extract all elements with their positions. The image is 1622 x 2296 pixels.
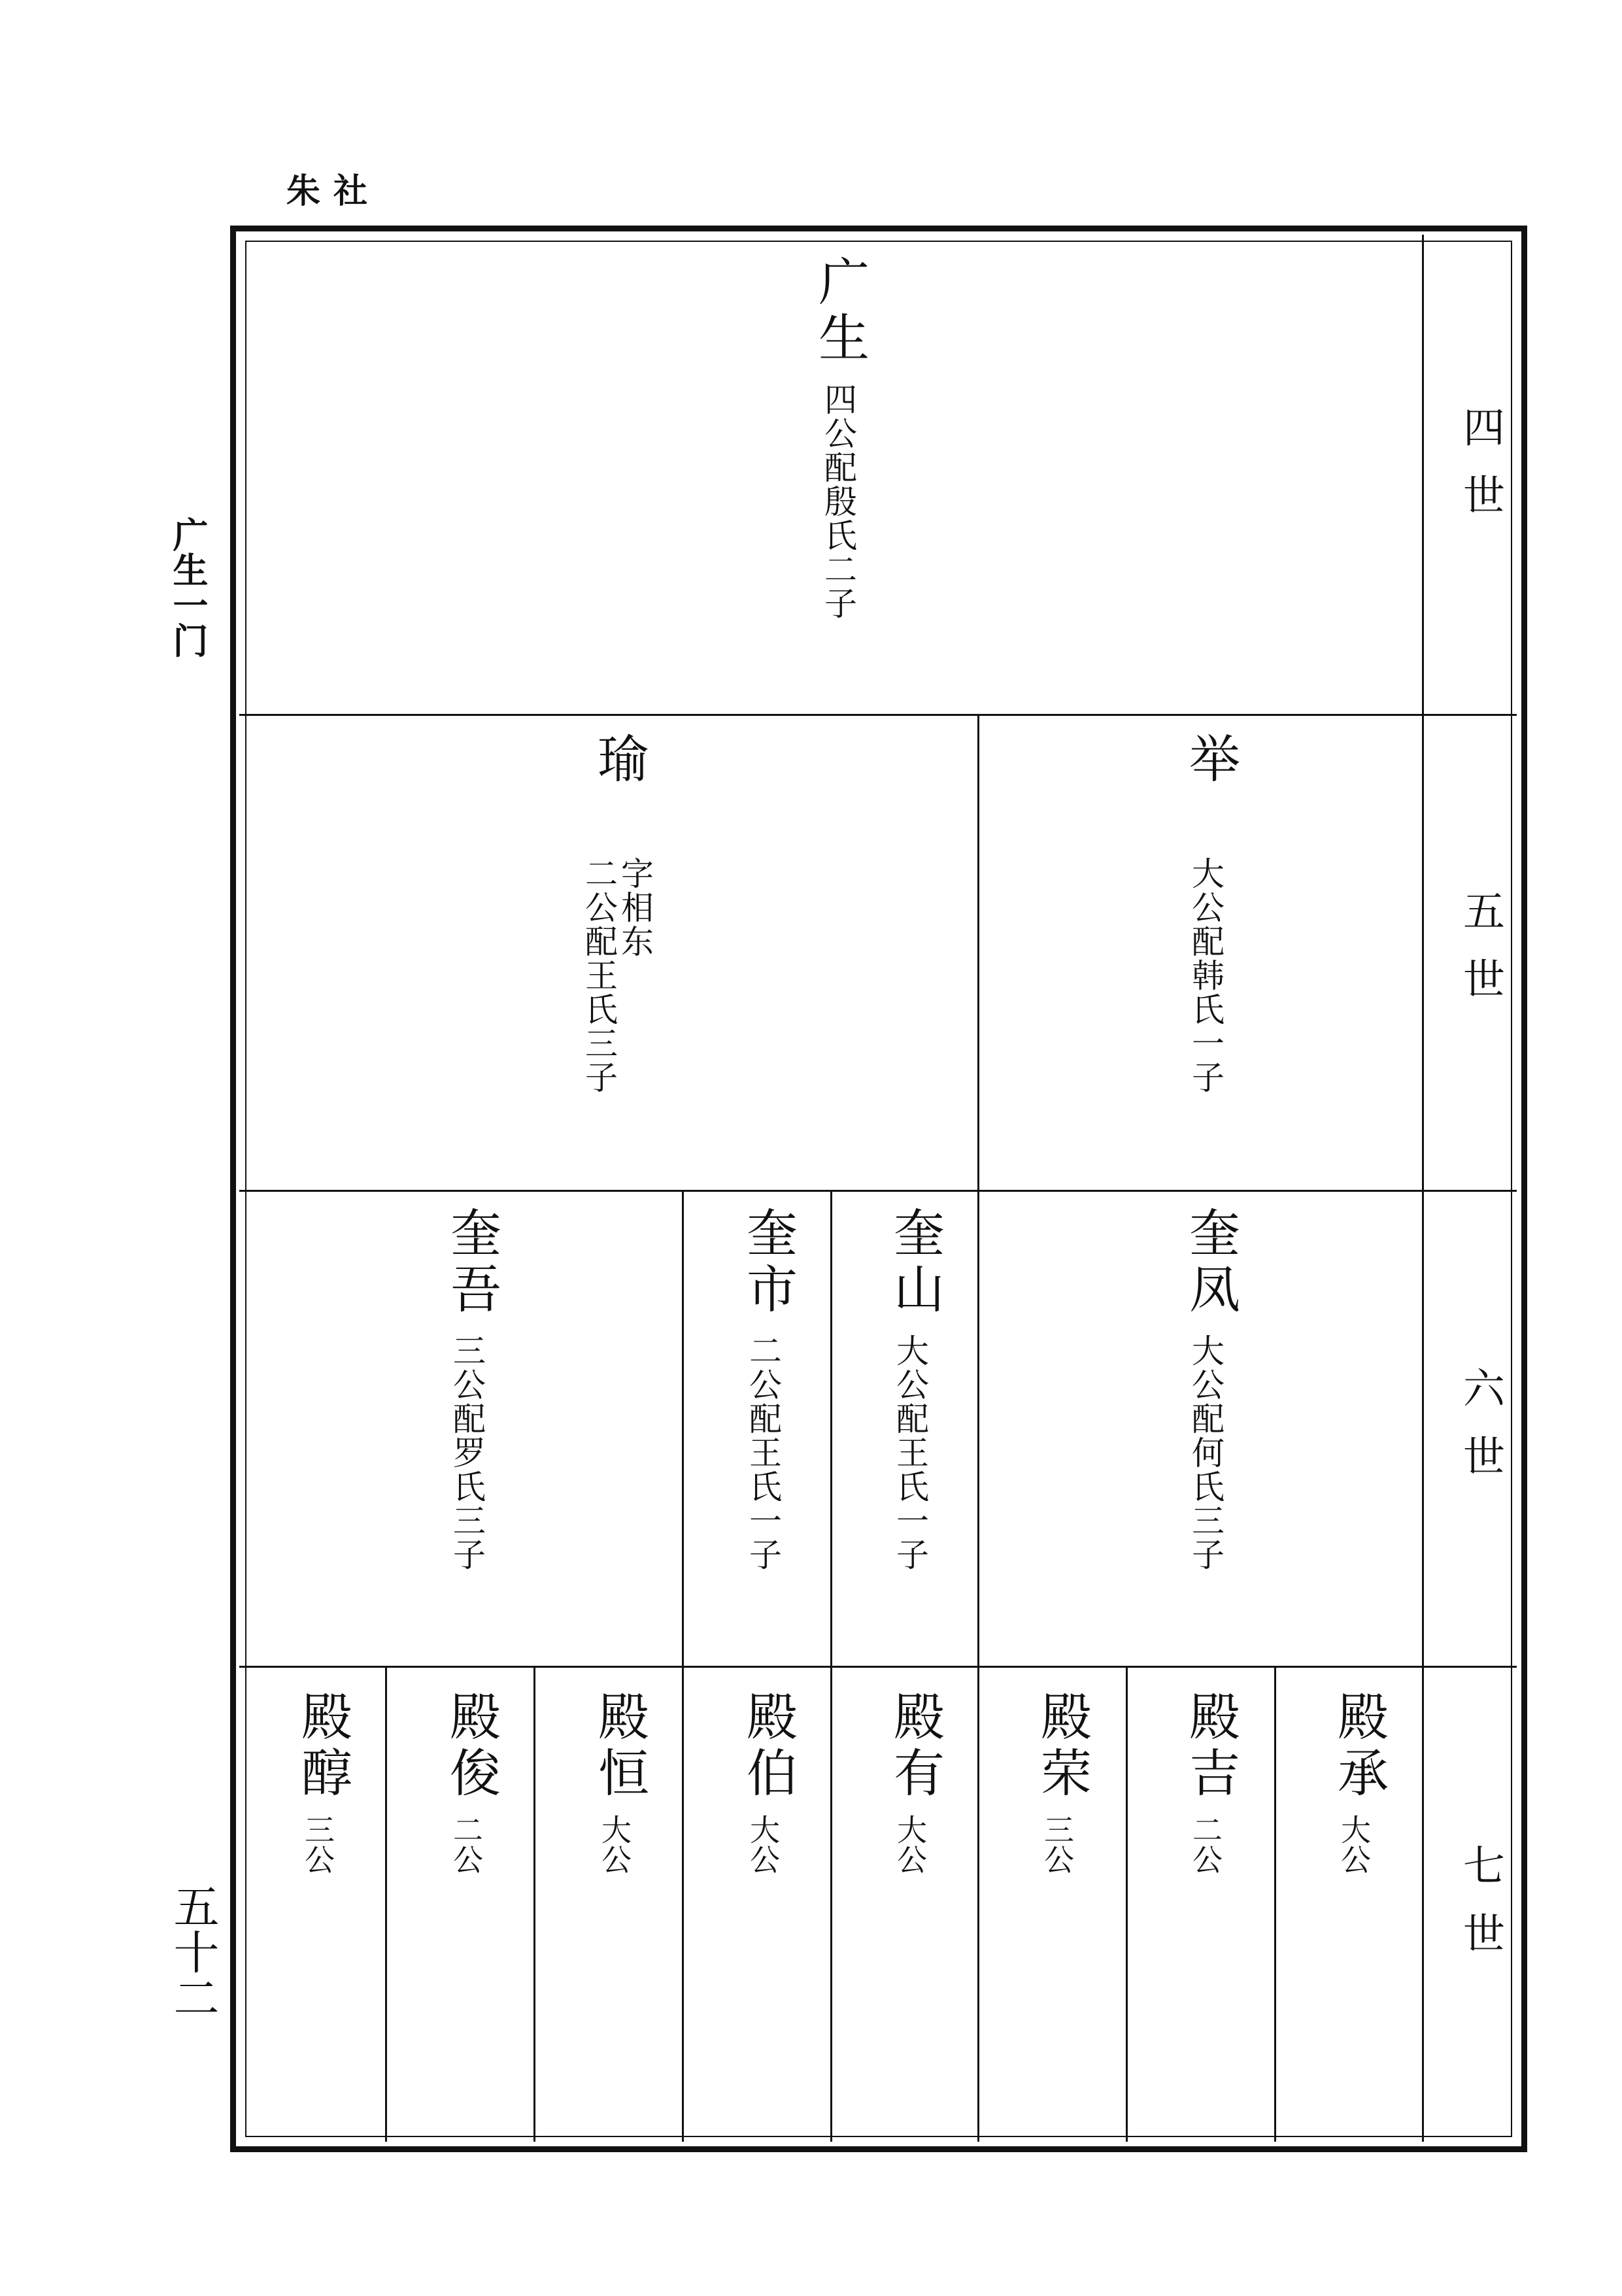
person-note: 三公 (300, 1814, 335, 1874)
person-note: 大公配何氏三子 (1187, 1334, 1225, 1572)
person-name: 举 (1181, 732, 1240, 788)
person-name: 殿恒 (590, 1690, 649, 1802)
person-name: 广生 (810, 255, 869, 367)
row-divider-6-7 (239, 1666, 1517, 1668)
person-note: 大公 (597, 1814, 632, 1874)
person-name: 殿醇 (293, 1690, 352, 1802)
person-note: 三公 (1039, 1814, 1075, 1874)
generation-label-6: 六世 (1456, 1366, 1504, 1502)
gen7-divider-3 (977, 1666, 979, 2142)
person-name: 殿伯 (738, 1690, 797, 1802)
gen5-divider (977, 714, 979, 1192)
person-note: 三公配罗氏三子 (448, 1334, 486, 1572)
gen6-divider-3 (682, 1190, 684, 1668)
generation-label-5: 五世 (1456, 889, 1504, 1025)
page-number: 五十二 (166, 1883, 220, 2020)
person-name: 奎凤 (1181, 1206, 1240, 1319)
gen7-divider-7 (385, 1666, 387, 2142)
person-note: 二公 (1188, 1814, 1223, 1874)
person-note: 二公 (448, 1814, 484, 1874)
generation-label-7: 七世 (1456, 1844, 1504, 1980)
gen7-divider-2 (1126, 1666, 1128, 2142)
person-note: 大公配韩氏一子 (1187, 856, 1225, 1094)
person-name: 奎吾 (442, 1206, 501, 1319)
person-note-line-1: 字相东 (616, 856, 654, 958)
generation-column-divider (1422, 235, 1424, 2142)
person-note: 大公 (1336, 1814, 1372, 1874)
gen7-divider-5 (682, 1666, 684, 2142)
gen6-divider-1 (977, 1190, 979, 1668)
branch-label: 广生一门 (167, 516, 209, 658)
person-note: 大公 (892, 1814, 928, 1874)
person-name: 殿吉 (1181, 1690, 1240, 1802)
generation-label-4: 四世 (1456, 405, 1504, 541)
row-divider-4-5 (239, 714, 1517, 716)
person-name: 奎市 (738, 1206, 797, 1319)
gen6-divider-2 (830, 1190, 832, 1668)
person-note: 大公配王氏一子 (891, 1334, 929, 1572)
person-name: 殿承 (1329, 1690, 1388, 1802)
gen7-divider-6 (533, 1666, 535, 2142)
gen7-divider-1 (1274, 1666, 1276, 2142)
gen7-divider-4 (830, 1666, 832, 2142)
genealogy-table-inner-border (245, 241, 1512, 2137)
person-name: 殿有 (885, 1690, 944, 1802)
row-divider-5-6 (239, 1190, 1517, 1192)
person-note-line-2: 二公配王氏三子 (580, 856, 618, 1094)
person-name: 奎山 (885, 1206, 944, 1319)
person-name: 殿俊 (441, 1690, 500, 1802)
person-note: 二公配王氏一子 (744, 1334, 782, 1572)
person-note: 大公 (745, 1814, 781, 1874)
person-name: 殿荣 (1032, 1690, 1091, 1802)
person-name: 瑜 (589, 732, 648, 788)
book-title: 朱社 (286, 171, 381, 211)
person-note: 四公配殷氏二子 (819, 382, 857, 620)
